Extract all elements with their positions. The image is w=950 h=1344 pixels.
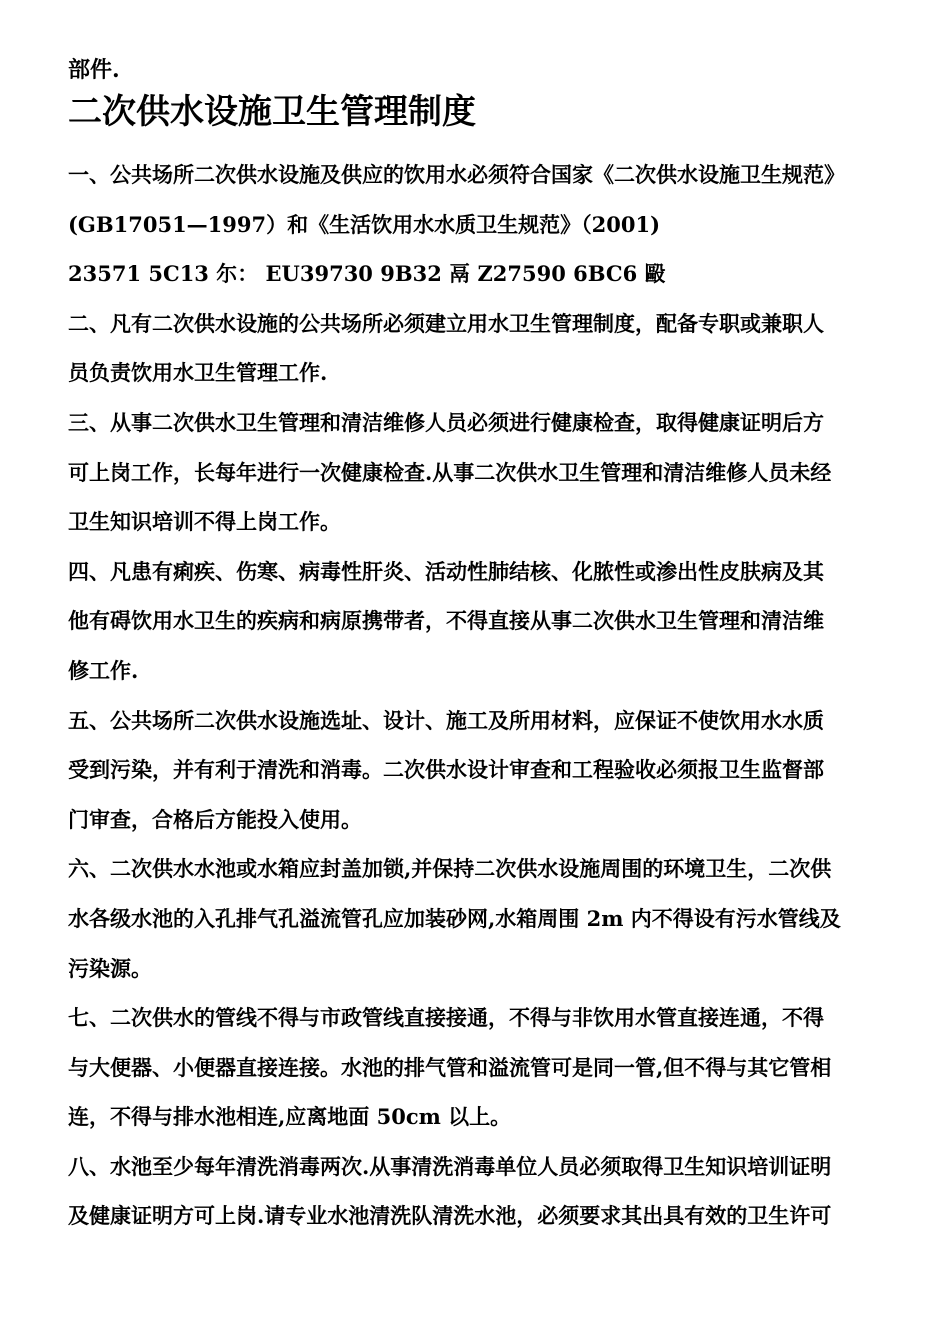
body-line: 可上岗工作，长每年进行一次健康检查.从事二次供水卫生管理和清洁维修人员未经 bbox=[68, 459, 832, 485]
body-line: 八、水池至少每年清洗消毒两次.从事清洗消毒单位人员必须取得卫生知识培训证明 bbox=[68, 1153, 832, 1179]
body-line: 受到污染，并有利于清洗和消毒。二次供水设计审查和工程验收必须报卫生监督部 bbox=[68, 757, 824, 783]
document-title: 二次供水设施卫生管理制度 bbox=[68, 92, 476, 132]
body-line: 一、公共场所二次供水设施及供应的饮用水必须符合国家《二次供水设施卫生规范》 bbox=[68, 162, 845, 187]
body-line: 与大便器、小便器直接连接。水池的排气管和溢流管可是同一管,但不得与其它管相 bbox=[68, 1054, 832, 1080]
body-line: 五、公共场所二次供水设施选址、设计、施工及所用材料，应保证不使饮用水水质 bbox=[68, 707, 824, 733]
body-line: 二、凡有二次供水设施的公共场所必须建立用水卫生管理制度，配备专职或兼职人 bbox=[68, 310, 824, 336]
body-line: 六、二次供水水池或水箱应封盖加锁,并保持二次供水设施周围的环境卫生，二次供 bbox=[68, 856, 832, 882]
body-line: 三、从事二次供水卫生管理和清洁维修人员必须进行健康检查，取得健康证明后方 bbox=[68, 409, 824, 435]
body-line: 连，不得与排水池相连,应离地面 50cm 以上。 bbox=[68, 1104, 512, 1130]
body-line: 修工作. bbox=[68, 657, 139, 683]
page-fragment-text: 部件. bbox=[68, 57, 120, 83]
body-line: 卫生知识培训不得上岗工作。 bbox=[68, 509, 341, 535]
body-line: 七、二次供水的管线不得与市政管线直接接通，不得与非饮用水管直接连通，不得 bbox=[68, 1005, 824, 1031]
body-line: 23571 5C13 尓： EU39730 9B32 鬲 Z27590 6BC6 毆 bbox=[68, 261, 666, 287]
body-line: (GB17051—1997）和《生活饮用水水质卫生规范》（2001) bbox=[68, 211, 661, 237]
body-line: 门审查，合格后方能投入使用。 bbox=[68, 806, 362, 832]
body-line: 他有碍饮用水卫生的疾病和病原携带者，不得直接从事二次供水卫生管理和清洁维 bbox=[68, 608, 824, 634]
document-body bbox=[68, 150, 888, 1241]
body-line: 水各级水池的入孔排气孔溢流管孔应加装砂网,水箱周围 2m 内不得设有污水管线及 bbox=[68, 905, 841, 931]
body-line: 污染源。 bbox=[68, 955, 152, 981]
body-line: 四、凡患有痢疾、伤寒、病毒性肝炎、活动性肺结核、化脓性或渗出性皮肤病及其 bbox=[68, 558, 824, 584]
body-line: 员负责饮用水卫生管理工作. bbox=[68, 360, 328, 386]
body-line: 及健康证明方可上岗.请专业水池清洗队清洗水池，必须要求其出具有效的卫生许可 bbox=[68, 1203, 832, 1229]
